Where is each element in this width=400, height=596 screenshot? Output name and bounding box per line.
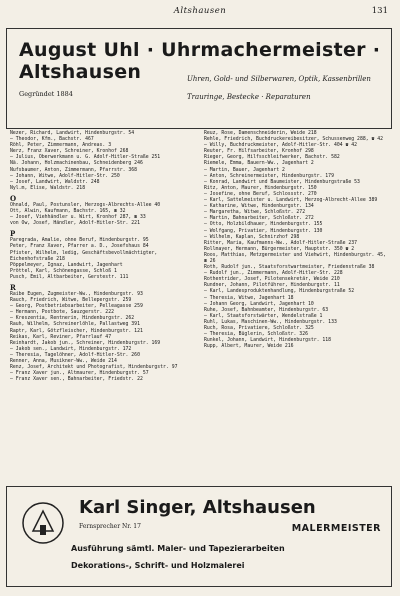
directory-entry: Raptr, Karl, Götzfleischer, Hindenburgstr. 121: [10, 328, 143, 334]
directory-entry: Reinhardt, Jakob jun., Schreiner, Hindenburgstr. 169: [10, 340, 161, 346]
directory-entry: — Wilhelm, Kaplan, Schnirzhof 298: [204, 234, 300, 240]
directory-entry: Rauh, Wilhelm, Schreinerlöhle, Pallastweg 391: [10, 322, 140, 328]
ad-trade-title: MALERMEISTER: [291, 523, 381, 534]
directory-entry: — Katharine, Witwe, Hindenburgstr. 134: [204, 204, 314, 210]
page-number: 131: [371, 6, 388, 16]
ad-description-line1: Uhren, Gold- und Silberwaren, Optik, Kassenbrillen: [187, 75, 371, 83]
directory-entry: — Josef, Landwirt, Waldstr. 248: [10, 179, 100, 185]
page-title: Altshausen: [173, 6, 227, 16]
directory-entry: Paregrada, Amalie, ohne Beruf, Hindenburgstr. 95: [10, 238, 149, 244]
directory-entry: Ritter, Maria, Kaufmanns-Ww., Adolf-Hitler-Straße 237: [204, 240, 358, 246]
directory-entry: Reuter, Fr. Hilfsarbeiter, Kronhof 298: [204, 149, 314, 155]
directory-entry: Reikas, Karl, Reviner, Pfarrlauf 47: [10, 334, 112, 340]
directory-entry: — Franz Xaver jun., Altmaurer, Hindenburgstr. 57: [10, 371, 149, 377]
directory-entry: Rundner, Johann, Pilotführer, Hindenburgstr. 11: [204, 283, 340, 289]
section-letter: P: [10, 229, 16, 239]
directory-entry: Roth, Rudolf jun., Staatsforstwartmeister, Friedenstraße 38: [204, 265, 375, 271]
directory-entry: Rieger, Georg, Hilfsschleifwerker, Bachstr. 582: [204, 155, 340, 161]
directory-entry: — Julius, Oberwerkmann u. G. Adolf-Hitler-Straße 251: [10, 155, 161, 161]
directory-entry: — Josefine, ohne Beruf, Schlossstr. 270: [204, 191, 317, 197]
directory-entry: Riemele, Emma, Bauern-Ww., Jagenhart 2: [204, 161, 314, 167]
directory-entry: Pfister, Wilhelm, ledig, Geschäftsbevollmächtigter, Eichenhofstraße 218: [10, 250, 161, 262]
directory-entry: Pusch, Emil, Altbarbeiter, Gerstestr. 111: [10, 274, 129, 280]
directory-entry: — Theresia, Witwe, Jagenhart 18: [204, 295, 294, 301]
ad-business-name: August Uhl · Uhrmachermeister · Altshausen: [19, 39, 381, 83]
directory-column-right: [204, 131, 390, 350]
directory-entry: — Franz Xaver sen., Bahnarbeiter, Friedstr. 22: [10, 377, 143, 383]
ad-services-line1: Ausführung sämtl. Maler- und Tapezierarbeiten: [71, 544, 285, 553]
directory-entry: — Karl, Sattelmeister u. Landwirt, Herzog-Albrecht-Allee 389: [204, 198, 378, 204]
directory-entry: Nufsbaumer, Anton, Zimmermann, Pfarrstr. 368: [10, 167, 138, 173]
directory-entry: — Willy, Buchdruckmeister, Adolf-Hitler-Str. 404 ☎ 42: [204, 143, 358, 149]
directory-entry: Ritz, Anton, Maurer, Hindenburgstr. 150: [204, 185, 317, 191]
section-letter: R: [10, 282, 16, 292]
directory-entry: Renner, Anna, Musikner-Ww., Weide 214: [10, 359, 117, 364]
directory-entry: Runkel, Johann, Landwirt, Hindenburgstr. 118: [204, 338, 332, 344]
directory-entry: Nyl.m, Elise, Waldstr. 218: [10, 185, 86, 191]
directory-entry: — Johann Georg, Landwirt, Jagenhart 10: [204, 301, 314, 307]
directory-entry: Röhl, Peter, Zimmermann, Andreas. 3: [10, 143, 112, 149]
directory-entry: Pöppelmeyer, Ignaz, Landwirt, Jagenhart: [10, 262, 123, 268]
directory-entry: — Georg, Postbetriebsarbeiter, Pelleagasse 259: [10, 304, 143, 310]
directory-entry: — Hermann, Postbote, Sauzgerstr. 222: [10, 310, 114, 316]
directory-entry: Peter, Franz Xaver, Pfarrer a. D., Josefshaus 84: [10, 244, 149, 250]
directory-entry: Reuz, Rose, Damenschneiderin, Weide 218: [204, 131, 317, 136]
directory-entry: — Margaretha, Witwe, Schloßstr. 272: [204, 210, 306, 216]
painter-emblem-icon: [21, 501, 65, 545]
directory-entry: — Konrad, Landwirt und Baumeister, Hindenburgstraße 53: [204, 179, 360, 185]
directory-entry: Ott, Alwin, Kaufmann, Bachstr. 165, ☎ 32: [10, 209, 126, 215]
directory-entry: Nä. Johann, Holzmachinenbau, Schneidenberg 246: [10, 161, 143, 167]
directory-entry: — Martin, Bauer, Jagenhart 2: [204, 167, 285, 173]
directory-column-left: [10, 131, 196, 383]
advertisement-singer: [6, 486, 392, 587]
directory-entry: — Martin, Bahnarbeiter, Schloßstr. 272: [204, 216, 314, 222]
advertisement-uhl: [6, 28, 392, 129]
directory-entry: Nezer, Richard, Landwirt, Hindenburgstr. 54: [10, 131, 135, 136]
directory-entry: Rehle, Friedrich, Buchdruckereibesitzer, Schussenweg 288, ☎ 42: [204, 137, 384, 143]
directory-entry: Ruhe, Josef, Bahnbeamter, Hindenburgstr. 63: [204, 307, 329, 313]
directory-entry: Raibe Eugen, Zugmeister-Ww., Hindenburgstr. 93: [10, 291, 143, 297]
directory-entry: — Karl, Landesproduktenhandlung, Hindenburgstraße 52: [204, 289, 355, 295]
directory-entry: Ruch, Rosa, Privatiere, Schloßstr. 325: [204, 326, 314, 331]
directory-entry: — Johann, Witwe, Adolf-Hitler-Str. 250: [10, 173, 120, 179]
ad-description-line2: Trauringe, Bestecke · Reparaturen: [187, 93, 311, 101]
directory-entry: — Josef, Viehhändler u. Wirt, Kronhof 287, ☎ 33: [10, 215, 146, 221]
directory-entry: von Ow, Josef, Händler, Adolf-Hitler-Str. 221: [10, 221, 140, 227]
section-letter: O: [10, 193, 17, 203]
directory-entry: Nerz, Franz Xaver, Schreiner, Kronhof 268: [10, 149, 129, 155]
directory-entry: — Theresia, Büglerin, Schloßstr. 326: [204, 332, 308, 338]
page-header: [0, 6, 400, 20]
directory-entry: — Jakob sen., Landwirt, Hindenburgstr. 172: [10, 346, 132, 352]
directory-entry: — Theodor, Kfm., Bachstr. 467: [10, 137, 94, 143]
ad-business-name: Karl Singer, Altshausen: [79, 497, 316, 518]
directory-entry: Renz, Josef, Architekt und Photografist, Hindenburgstr. 97: [10, 365, 178, 371]
directory-entry: — Wolfgang, Privatier, Hindenburgstr. 130: [204, 228, 323, 234]
directory-entry: Rothentrider, Josef, Pilotensekretär, Weide 210: [204, 277, 340, 283]
directory-entry: — Theresia, Tagelöhner, Adolf-Hitler-Str. 260: [10, 352, 140, 358]
directory-entry: Rupp, Albert, Maurer, Weide 216: [204, 344, 294, 350]
directory-entry: Ohnald, Paul, Postunsler, Herzogs-Albrechts-Allee 40: [10, 202, 161, 208]
ad-phone: Fernsprecher Nr. 17: [79, 523, 141, 530]
directory-entry: Ruhl, Lukas, Maschinen-Ww., Hindenburgstr. 133: [204, 319, 337, 325]
directory-entry: — Rudolf jun., Zimmermann, Adolf-Hitler-Str. 228: [204, 271, 343, 277]
directory-entry: — Otto, Holzbildhauer, Hindenburgstr. 155: [204, 222, 323, 228]
directory-entry: — Anton, Schreinermeister, Hindenburgstr. 179: [204, 173, 334, 179]
directory-entry: Roos, Matthias, Metzgermeister und Viehwirt, Hindenburgstr. 45, ☎ 26: [204, 252, 389, 264]
ad-services-line2: Dekorations-, Schrift- und Holzmalerei: [71, 561, 245, 570]
directory-entry: Pröttel, Karl, Schönengasse, Schloß 1: [10, 268, 117, 274]
directory-entry: Rauch, Friedrich, Witwe, Bellepergstr. 259: [10, 298, 132, 304]
directory-entry: — Karl, Staatsforstwärter, Wendelstraße 1: [204, 313, 323, 319]
directory-entry: Rollmayer, Hermann, Bürgermeister, Hauptstr. 350 ☎ 2: [204, 246, 355, 252]
ad-founded: Gegründet 1884: [19, 90, 73, 98]
directory-entry: — Kreszentia, Rentnerin, Hindenburgstr. 262: [10, 316, 135, 322]
